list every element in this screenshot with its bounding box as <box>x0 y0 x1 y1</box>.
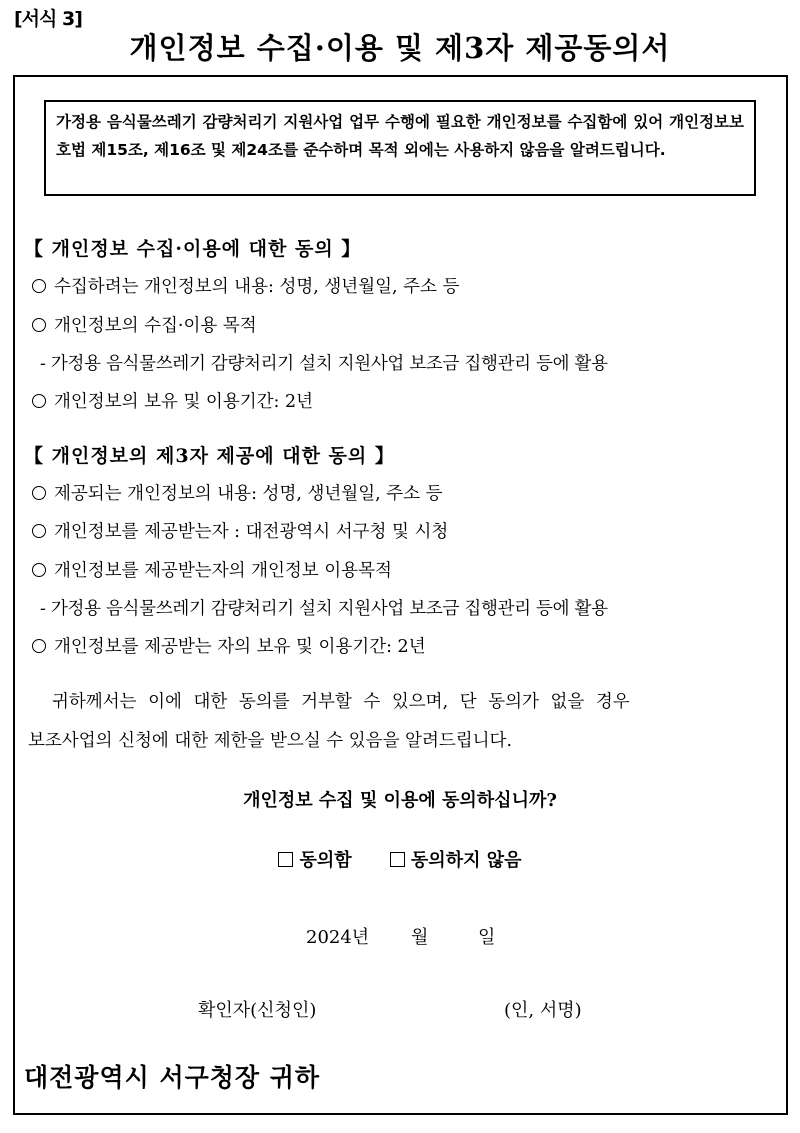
circle-bullet-icon <box>32 639 46 653</box>
signature-field[interactable]: (인, 서명) <box>504 1000 582 1021</box>
disagree-option[interactable]: 동의하지 않음 <box>390 846 522 872</box>
date-month: 월 <box>411 927 429 948</box>
circle-bullet-icon <box>32 524 46 538</box>
signer-label: 확인자(신청인) <box>198 1000 317 1021</box>
circle-bullet-icon <box>32 394 46 408</box>
section2-item2: 개인정보를 제공받는자 : 대전광역시 서구청 및 시청 <box>32 518 448 543</box>
section2-item3-sub: - 가정용 음식물쓰레기 감량처리기 설치 지원사업 보조금 집행관리 등에 활용 <box>40 599 608 619</box>
refusal-notice-line1: 귀하께서는 이에 대한 동의를 거부할 수 있으며, 단 동의가 없을 경우 <box>52 692 630 712</box>
section1-item1: 수집하려는 개인정보의 내용: 성명, 생년월일, 주소 등 <box>32 273 459 298</box>
agree-checkbox[interactable] <box>278 852 293 867</box>
section1-item2: 개인정보의 수집·이용 목적 <box>32 312 257 337</box>
section2-item3: 개인정보를 제공받는자의 개인정보 이용목적 <box>32 557 392 582</box>
circle-bullet-icon <box>32 486 46 500</box>
page-title: 개인정보 수집·이용 및 제3자 제공동의서 <box>129 31 671 65</box>
form-number: [서식 3] <box>14 8 82 30</box>
date-day: 일 <box>478 927 496 948</box>
consent-question: 개인정보 수집 및 이용에 동의하십니까? <box>243 790 557 811</box>
section1-heading: 【 개인정보 수집·이용에 대한 동의 】 <box>24 238 362 260</box>
circle-bullet-icon <box>32 279 46 293</box>
notice-box: 가정용 음식물쓰레기 감량처리기 지원사업 업무 수행에 필요한 개인정보를 수집함에 있어 개인정보보호법 제15조, 제16조 및 제24조를 준수하며 목적 외에는 사용하지 않음을 알려드립니다. <box>44 100 756 196</box>
agree-option[interactable]: 동의함 <box>278 846 351 872</box>
section1-item2-sub: - 가정용 음식물쓰레기 감량처리기 설치 지원사업 보조금 집행관리 등에 활용 <box>40 354 608 374</box>
section2-heading: 【 개인정보의 제3자 제공에 대한 동의 】 <box>24 445 395 467</box>
disagree-checkbox[interactable] <box>390 852 405 867</box>
addressee: 대전광역시 서구청장 귀하 <box>24 1063 321 1092</box>
circle-bullet-icon <box>32 318 46 332</box>
circle-bullet-icon <box>32 563 46 577</box>
date-year: 2024년 <box>306 927 370 948</box>
consent-options <box>0 846 800 872</box>
section1-item3: 개인정보의 보유 및 이용기간: 2년 <box>32 388 313 413</box>
section2-item1: 제공되는 개인정보의 내용: 성명, 생년월일, 주소 등 <box>32 480 443 505</box>
refusal-notice-line2: 보조사업의 신청에 대한 제한을 받으실 수 있음을 알려드립니다. <box>28 731 513 751</box>
section2-item4: 개인정보를 제공받는 자의 보유 및 이용기간: 2년 <box>32 633 426 658</box>
